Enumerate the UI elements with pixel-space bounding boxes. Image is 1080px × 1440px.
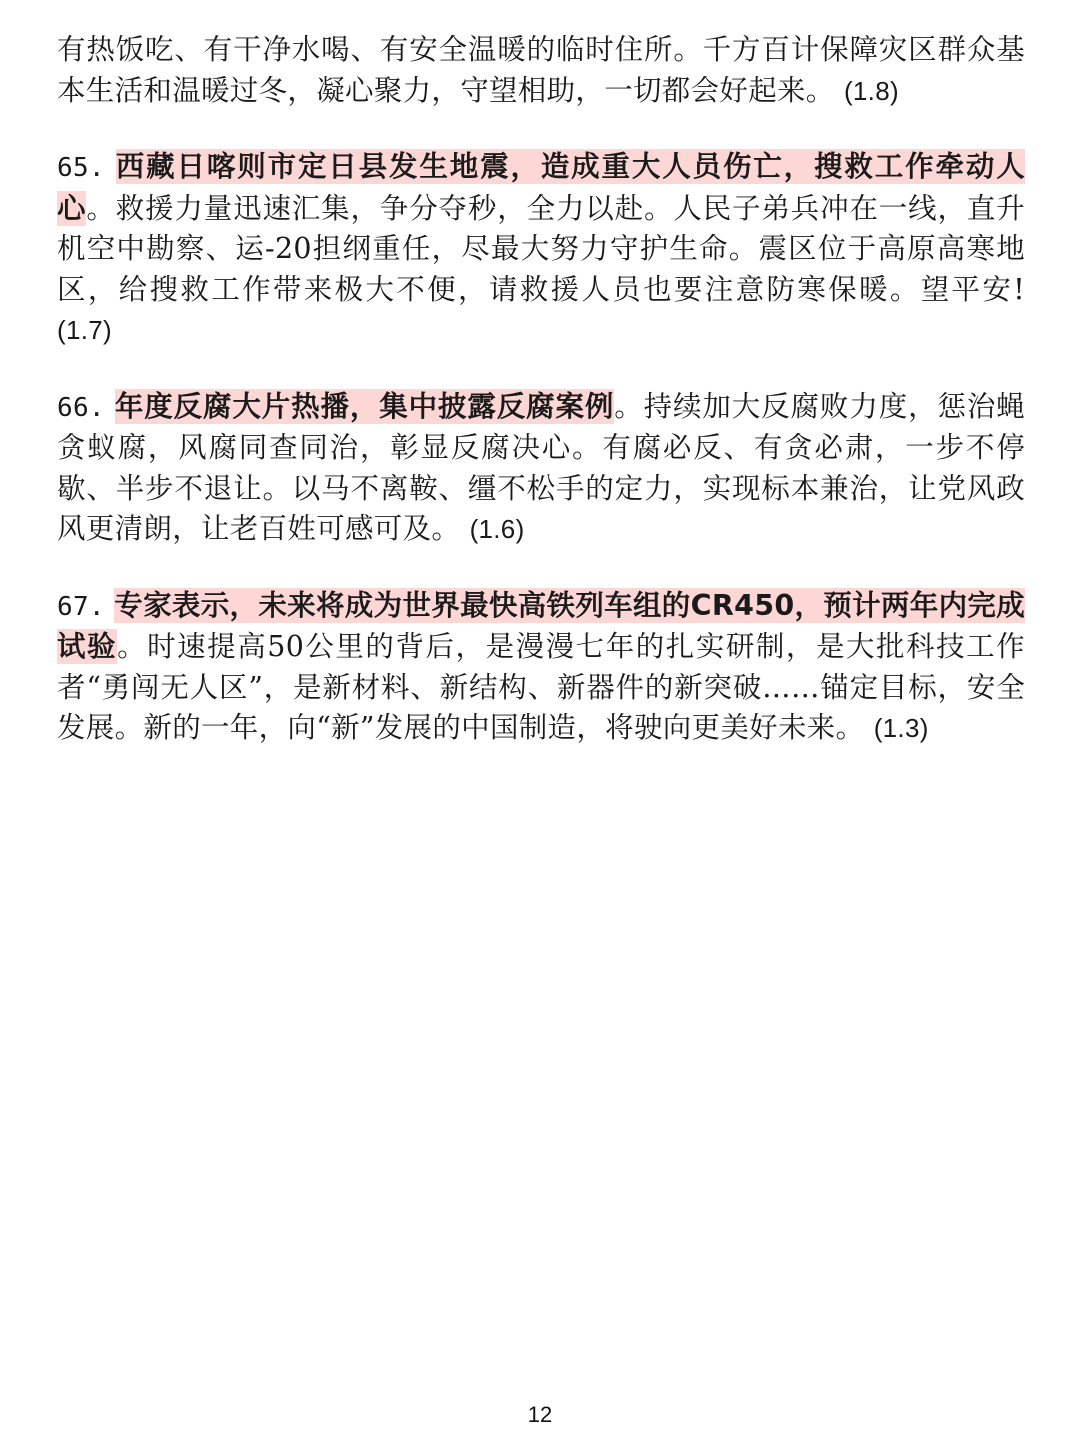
item-headline-highlight: 年度反腐大片热播，集中披露反腐案例 <box>114 389 615 423</box>
item-body: 。时速提高50公里的背后，是漫漫七年的扎实研制，是大批科技工作者“勇闯无人区”，是新材料、新结构、新器件的新突破……锚定目标，安全发展。新的一年，向“新”发展的中国制造，将驶向更美好未来。 <box>57 630 1025 744</box>
item-body: 。救援力量迅速汇集，争分夺秒，全力以赴。人民子弟兵冲在一线，直升机空中勘察、运-20担纲重任，尽最大努力守护生命。震区位于高原高寒地区，给搜救工作带来极大不便，请救援人员也要注意防寒保暖。望平安! <box>57 191 1025 306</box>
item-number: 65. <box>57 153 105 183</box>
continuation-date: (1.8) <box>843 75 899 106</box>
news-item-66 <box>57 387 1025 550</box>
item-number: 67. <box>57 591 105 622</box>
news-item-65 <box>57 147 1025 351</box>
item-date: (1.3) <box>873 713 929 743</box>
page-number: 12 <box>527 1402 553 1427</box>
document-page <box>57 30 1025 785</box>
news-item-67 <box>57 586 1025 749</box>
continuation-paragraph <box>57 30 1025 111</box>
item-headline-highlight: 西藏日喀则市定日县发生地震，造成重大人员伤亡，搜救工作牵动人心 <box>57 150 1025 225</box>
item-number: 66. <box>57 392 105 423</box>
item-date: (1.7) <box>57 315 112 345</box>
item-headline-highlight: 专家表示，未来将成为世界最快高铁列车组的CR450，预计两年内完成试验 <box>57 588 1026 663</box>
item-date: (1.6) <box>469 514 525 544</box>
item-body: 。持续加大反腐败力度，惩治蝇贪蚁腐，风腐同查同治，彰显反腐决心。有腐必反、有贪必肃，一步不停歇、半步不退让。以马不离鞍、缰不松手的定力，实现标本兼治，让党风政风更清朗，让老百姓可感可及。 <box>57 389 1026 545</box>
continuation-text: 有热饭吃、有干净水喝、有安全温暖的临时住所。千方百计保障灾区群众基本生活和温暖过冬，凝心聚力，守望相助，一切都会好起来。 <box>57 33 1025 107</box>
